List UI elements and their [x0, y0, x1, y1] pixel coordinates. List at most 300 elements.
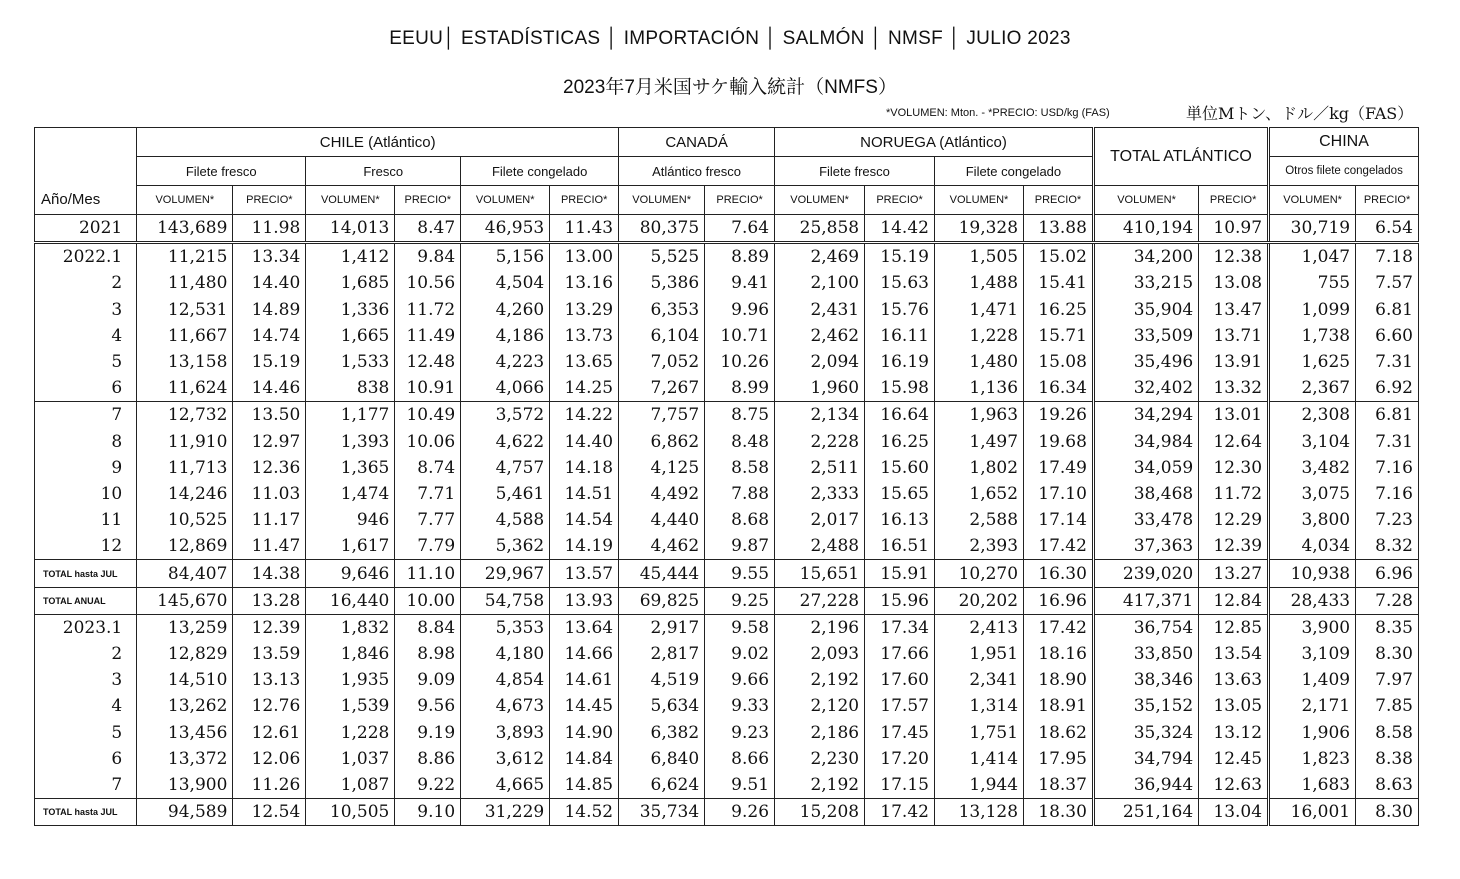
cell-volumen: 34,794 [1093, 746, 1198, 772]
cell-volumen: 2,462 [775, 323, 865, 349]
cell-precio: 10.97 [1199, 215, 1269, 243]
cell-volumen: 12,869 [137, 533, 233, 560]
row-label: 12 [35, 533, 137, 560]
cell-precio: 13.54 [1199, 641, 1269, 667]
cell-precio: 13.34 [233, 243, 306, 271]
cell-volumen: 7,052 [619, 349, 705, 375]
cell-precio: 15.71 [1024, 323, 1094, 349]
cell-volumen: 2,192 [775, 772, 865, 799]
cell-volumen: 4,180 [461, 641, 550, 667]
col-header-volumen: VOLUMEN* [1269, 186, 1356, 215]
cell-volumen: 2,093 [775, 641, 865, 667]
cell-precio: 15.19 [865, 243, 935, 271]
cell-volumen: 14,510 [137, 667, 233, 693]
cell-precio: 13.16 [550, 270, 619, 296]
table-row [35, 429, 1419, 455]
cell-precio: 16.30 [1024, 560, 1094, 587]
cell-volumen: 11,480 [137, 270, 233, 296]
units-note: *VOLUMEN: Mton. - *PRECIO: USD/kg (FAS) [886, 107, 1110, 119]
cell-volumen: 7,267 [619, 375, 705, 402]
cell-volumen: 1,471 [934, 297, 1023, 323]
cell-precio: 18.30 [1024, 799, 1094, 826]
cell-volumen: 2,100 [775, 270, 865, 296]
cell-precio: 8.35 [1356, 614, 1419, 641]
cell-volumen: 1,846 [306, 641, 395, 667]
col-header-precio: PRECIO* [1024, 186, 1094, 215]
cell-precio: 13.57 [550, 560, 619, 587]
cell-precio: 12.61 [233, 720, 306, 746]
cell-precio: 12.63 [1199, 772, 1269, 799]
cell-precio: 8.32 [1356, 533, 1419, 560]
cell-precio: 18.90 [1024, 667, 1094, 693]
table-row [35, 772, 1419, 799]
table-row [35, 375, 1419, 402]
cell-precio: 6.81 [1356, 297, 1419, 323]
col-header-volumen: VOLUMEN* [137, 186, 233, 215]
cell-volumen: 4,757 [461, 455, 550, 481]
cell-volumen: 2,094 [775, 349, 865, 375]
cell-volumen: 34,200 [1093, 243, 1198, 271]
cell-precio: 14.54 [550, 507, 619, 533]
cell-volumen: 1,087 [306, 772, 395, 799]
cell-volumen: 4,665 [461, 772, 550, 799]
cell-volumen: 2,228 [775, 429, 865, 455]
cell-volumen: 1,944 [934, 772, 1023, 799]
cell-volumen: 5,386 [619, 270, 705, 296]
sub-chile-fresh: Fresco [306, 157, 461, 186]
cell-precio: 11.49 [395, 323, 461, 349]
cell-precio: 6.60 [1356, 323, 1419, 349]
cell-precio: 17.42 [1024, 614, 1094, 641]
cell-precio: 14.74 [233, 323, 306, 349]
table-row [35, 323, 1419, 349]
row-label: TOTAL hasta JUL [35, 560, 137, 587]
cell-volumen: 20,202 [934, 587, 1023, 614]
cell-precio: 11.43 [550, 215, 619, 243]
cell-precio: 9.51 [705, 772, 775, 799]
cell-volumen: 13,372 [137, 746, 233, 772]
cell-precio: 8.48 [705, 429, 775, 455]
cell-volumen: 1,228 [306, 720, 395, 746]
cell-precio: 6.54 [1356, 215, 1419, 243]
sub-canada-fresh: Atlántico fresco [619, 157, 775, 186]
cell-volumen: 1,683 [1269, 772, 1356, 799]
cell-precio: 18.62 [1024, 720, 1094, 746]
cell-volumen: 2,341 [934, 667, 1023, 693]
cell-precio: 17.49 [1024, 455, 1094, 481]
cell-volumen: 4,223 [461, 349, 550, 375]
cell-volumen: 4,492 [619, 481, 705, 507]
cell-volumen: 3,104 [1269, 429, 1356, 455]
cell-precio: 13.50 [233, 402, 306, 429]
cell-precio: 17.45 [865, 720, 935, 746]
cell-precio: 10.91 [395, 375, 461, 402]
table-row [35, 799, 1419, 826]
cell-volumen: 38,468 [1093, 481, 1198, 507]
cell-volumen: 1,480 [934, 349, 1023, 375]
cell-precio: 14.85 [550, 772, 619, 799]
cell-precio: 15.08 [1024, 349, 1094, 375]
cell-volumen: 15,651 [775, 560, 865, 587]
cell-precio: 9.58 [705, 614, 775, 641]
cell-precio: 16.11 [865, 323, 935, 349]
row-header: Año/Mes [35, 128, 137, 215]
cell-volumen: 13,259 [137, 614, 233, 641]
cell-precio: 15.41 [1024, 270, 1094, 296]
cell-precio: 16.19 [865, 349, 935, 375]
row-label: 2 [35, 270, 137, 296]
cell-precio: 12.30 [1199, 455, 1269, 481]
cell-volumen: 11,215 [137, 243, 233, 271]
col-header-volumen: VOLUMEN* [461, 186, 550, 215]
cell-volumen: 755 [1269, 270, 1356, 296]
cell-precio: 9.22 [395, 772, 461, 799]
cell-volumen: 1,393 [306, 429, 395, 455]
sub-chile-fillet-fresh: Filete fresco [137, 157, 306, 186]
cell-volumen: 94,589 [137, 799, 233, 826]
cell-precio: 13.32 [1199, 375, 1269, 402]
cell-volumen: 4,519 [619, 667, 705, 693]
table-row [35, 641, 1419, 667]
cell-precio: 10.49 [395, 402, 461, 429]
cell-precio: 8.86 [395, 746, 461, 772]
cell-precio: 9.41 [705, 270, 775, 296]
cell-volumen: 84,407 [137, 560, 233, 587]
cell-volumen: 4,186 [461, 323, 550, 349]
col-header-precio: PRECIO* [1199, 186, 1269, 215]
salmon-import-table [34, 127, 1419, 826]
cell-volumen: 1,037 [306, 746, 395, 772]
cell-volumen: 37,363 [1093, 533, 1198, 560]
cell-precio: 6.96 [1356, 560, 1419, 587]
page-subtitle: 2023年7月米国サケ輸入統計（NMFS） [563, 77, 897, 98]
col-header-precio: PRECIO* [865, 186, 935, 215]
cell-precio: 17.60 [865, 667, 935, 693]
group-chile: CHILE (Atlántico) [137, 128, 619, 157]
cell-precio: 15.60 [865, 455, 935, 481]
cell-precio: 17.20 [865, 746, 935, 772]
cell-precio: 17.66 [865, 641, 935, 667]
cell-volumen: 12,531 [137, 297, 233, 323]
cell-precio: 9.55 [705, 560, 775, 587]
cell-precio: 12.54 [233, 799, 306, 826]
cell-precio: 7.16 [1356, 481, 1419, 507]
cell-volumen: 4,462 [619, 533, 705, 560]
cell-volumen: 6,104 [619, 323, 705, 349]
cell-precio: 7.28 [1356, 587, 1419, 614]
row-label: 2 [35, 641, 137, 667]
col-header-precio: PRECIO* [705, 186, 775, 215]
cell-precio: 9.96 [705, 297, 775, 323]
cell-volumen: 4,260 [461, 297, 550, 323]
cell-volumen: 13,456 [137, 720, 233, 746]
cell-precio: 6.92 [1356, 375, 1419, 402]
row-label: TOTAL ANUAL [35, 587, 137, 614]
cell-precio: 18.91 [1024, 693, 1094, 719]
cell-volumen: 2,511 [775, 455, 865, 481]
cell-precio: 12.45 [1199, 746, 1269, 772]
cell-volumen: 13,262 [137, 693, 233, 719]
sub-norway-fillet-frozen: Filete congelado [934, 157, 1093, 186]
cell-volumen: 4,854 [461, 667, 550, 693]
cell-precio: 7.64 [705, 215, 775, 243]
cell-precio: 16.51 [865, 533, 935, 560]
table-row [35, 481, 1419, 507]
cell-volumen: 6,840 [619, 746, 705, 772]
col-header-volumen: VOLUMEN* [619, 186, 705, 215]
cell-volumen: 36,754 [1093, 614, 1198, 641]
cell-volumen: 33,215 [1093, 270, 1198, 296]
cell-volumen: 4,125 [619, 455, 705, 481]
cell-precio: 15.96 [865, 587, 935, 614]
cell-volumen: 1,414 [934, 746, 1023, 772]
cell-volumen: 946 [306, 507, 395, 533]
cell-volumen: 3,075 [1269, 481, 1356, 507]
cell-volumen: 2,917 [619, 614, 705, 641]
cell-volumen: 2,017 [775, 507, 865, 533]
cell-volumen: 27,228 [775, 587, 865, 614]
cell-volumen: 6,382 [619, 720, 705, 746]
cell-volumen: 6,862 [619, 429, 705, 455]
cell-volumen: 5,461 [461, 481, 550, 507]
cell-volumen: 1,047 [1269, 243, 1356, 271]
cell-volumen: 1,099 [1269, 297, 1356, 323]
cell-precio: 12.76 [233, 693, 306, 719]
cell-precio: 14.19 [550, 533, 619, 560]
table-row [35, 746, 1419, 772]
cell-volumen: 4,440 [619, 507, 705, 533]
cell-precio: 11.98 [233, 215, 306, 243]
cell-precio: 14.38 [233, 560, 306, 587]
cell-volumen: 1,539 [306, 693, 395, 719]
row-label: 11 [35, 507, 137, 533]
cell-precio: 9.02 [705, 641, 775, 667]
cell-volumen: 15,208 [775, 799, 865, 826]
cell-volumen: 19,328 [934, 215, 1023, 243]
units-japanese: 単位Mトン、ドル／kg（FAS） [1186, 104, 1414, 123]
cell-precio: 13.91 [1199, 349, 1269, 375]
cell-precio: 9.09 [395, 667, 461, 693]
cell-precio: 13.88 [1024, 215, 1094, 243]
table-row [35, 270, 1419, 296]
cell-precio: 13.08 [1199, 270, 1269, 296]
cell-precio: 13.01 [1199, 402, 1269, 429]
cell-precio: 14.51 [550, 481, 619, 507]
cell-volumen: 2,308 [1269, 402, 1356, 429]
sub-chile-fillet-frozen: Filete congelado [461, 157, 619, 186]
cell-volumen: 36,944 [1093, 772, 1198, 799]
cell-volumen: 2,367 [1269, 375, 1356, 402]
cell-precio: 14.25 [550, 375, 619, 402]
cell-volumen: 35,152 [1093, 693, 1198, 719]
cell-volumen: 251,164 [1093, 799, 1198, 826]
cell-precio: 7.23 [1356, 507, 1419, 533]
cell-precio: 12.36 [233, 455, 306, 481]
cell-precio: 14.90 [550, 720, 619, 746]
cell-volumen: 4,034 [1269, 533, 1356, 560]
cell-volumen: 4,066 [461, 375, 550, 402]
cell-precio: 14.40 [550, 429, 619, 455]
cell-precio: 17.14 [1024, 507, 1094, 533]
row-label: 4 [35, 323, 137, 349]
cell-precio: 7.31 [1356, 349, 1419, 375]
col-header-volumen: VOLUMEN* [306, 186, 395, 215]
cell-volumen: 2,186 [775, 720, 865, 746]
cell-volumen: 13,128 [934, 799, 1023, 826]
table-row [35, 297, 1419, 323]
cell-volumen: 1,823 [1269, 746, 1356, 772]
row-label: 3 [35, 297, 137, 323]
cell-volumen: 1,963 [934, 402, 1023, 429]
cell-volumen: 12,732 [137, 402, 233, 429]
cell-volumen: 35,734 [619, 799, 705, 826]
cell-volumen: 6,353 [619, 297, 705, 323]
cell-volumen: 1,751 [934, 720, 1023, 746]
cell-volumen: 1,685 [306, 270, 395, 296]
cell-precio: 16.34 [1024, 375, 1094, 402]
cell-precio: 12.06 [233, 746, 306, 772]
cell-volumen: 1,935 [306, 667, 395, 693]
row-label: 6 [35, 375, 137, 402]
cell-volumen: 2,333 [775, 481, 865, 507]
cell-precio: 12.64 [1199, 429, 1269, 455]
cell-precio: 12.39 [233, 614, 306, 641]
cell-volumen: 46,953 [461, 215, 550, 243]
cell-volumen: 16,001 [1269, 799, 1356, 826]
cell-volumen: 417,371 [1093, 587, 1198, 614]
cell-volumen: 4,673 [461, 693, 550, 719]
cell-precio: 13.73 [550, 323, 619, 349]
cell-precio: 11.17 [233, 507, 306, 533]
cell-volumen: 143,689 [137, 215, 233, 243]
cell-volumen: 3,109 [1269, 641, 1356, 667]
cell-precio: 13.27 [1199, 560, 1269, 587]
cell-precio: 7.71 [395, 481, 461, 507]
cell-volumen: 34,059 [1093, 455, 1198, 481]
cell-precio: 9.23 [705, 720, 775, 746]
cell-volumen: 2,120 [775, 693, 865, 719]
cell-volumen: 10,505 [306, 799, 395, 826]
cell-volumen: 30,719 [1269, 215, 1356, 243]
cell-volumen: 1,832 [306, 614, 395, 641]
cell-volumen: 28,433 [1269, 587, 1356, 614]
cell-precio: 9.84 [395, 243, 461, 271]
cell-volumen: 25,858 [775, 215, 865, 243]
col-header-volumen: VOLUMEN* [934, 186, 1023, 215]
table-row [35, 693, 1419, 719]
cell-precio: 13.05 [1199, 693, 1269, 719]
table-row [35, 507, 1419, 533]
table-row [35, 533, 1419, 560]
cell-volumen: 13,158 [137, 349, 233, 375]
cell-precio: 15.91 [865, 560, 935, 587]
cell-precio: 14.22 [550, 402, 619, 429]
cell-precio: 8.63 [1356, 772, 1419, 799]
table-row [35, 560, 1419, 587]
cell-volumen: 2,171 [1269, 693, 1356, 719]
cell-volumen: 33,478 [1093, 507, 1198, 533]
cell-volumen: 239,020 [1093, 560, 1198, 587]
cell-precio: 16.25 [1024, 297, 1094, 323]
cell-precio: 11.03 [233, 481, 306, 507]
col-header-volumen: VOLUMEN* [775, 186, 865, 215]
cell-precio: 12.84 [1199, 587, 1269, 614]
cell-volumen: 35,496 [1093, 349, 1198, 375]
cell-volumen: 3,482 [1269, 455, 1356, 481]
sub-norway-fillet-fresh: Filete fresco [775, 157, 935, 186]
cell-volumen: 35,904 [1093, 297, 1198, 323]
cell-precio: 7.97 [1356, 667, 1419, 693]
cell-precio: 13.47 [1199, 297, 1269, 323]
group-noruega: NORUEGA (Atlántico) [775, 128, 1094, 157]
cell-precio: 9.56 [395, 693, 461, 719]
cell-precio: 7.88 [705, 481, 775, 507]
table-row [35, 402, 1419, 429]
cell-precio: 8.38 [1356, 746, 1419, 772]
cell-volumen: 5,362 [461, 533, 550, 560]
cell-precio: 13.12 [1199, 720, 1269, 746]
table-row [35, 243, 1419, 271]
cell-volumen: 2,817 [619, 641, 705, 667]
cell-precio: 8.66 [705, 746, 775, 772]
cell-precio: 8.84 [395, 614, 461, 641]
table-row [35, 587, 1419, 614]
row-label: 3 [35, 667, 137, 693]
cell-precio: 8.58 [705, 455, 775, 481]
cell-precio: 14.61 [550, 667, 619, 693]
cell-volumen: 3,800 [1269, 507, 1356, 533]
cell-volumen: 10,525 [137, 507, 233, 533]
cell-volumen: 4,622 [461, 429, 550, 455]
cell-volumen: 12,829 [137, 641, 233, 667]
cell-precio: 19.26 [1024, 402, 1094, 429]
cell-precio: 10.26 [705, 349, 775, 375]
cell-volumen: 2,588 [934, 507, 1023, 533]
cell-precio: 12.85 [1199, 614, 1269, 641]
cell-volumen: 2,196 [775, 614, 865, 641]
cell-volumen: 3,900 [1269, 614, 1356, 641]
cell-volumen: 10,938 [1269, 560, 1356, 587]
cell-precio: 9.66 [705, 667, 775, 693]
cell-precio: 9.33 [705, 693, 775, 719]
cell-precio: 10.00 [395, 587, 461, 614]
cell-volumen: 1,802 [934, 455, 1023, 481]
cell-precio: 12.38 [1199, 243, 1269, 271]
cell-precio: 11.10 [395, 560, 461, 587]
cell-volumen: 80,375 [619, 215, 705, 243]
cell-precio: 16.96 [1024, 587, 1094, 614]
cell-precio: 13.04 [1199, 799, 1269, 826]
cell-volumen: 2,393 [934, 533, 1023, 560]
cell-volumen: 35,324 [1093, 720, 1198, 746]
cell-volumen: 1,617 [306, 533, 395, 560]
cell-volumen: 1,136 [934, 375, 1023, 402]
cell-precio: 13.13 [233, 667, 306, 693]
cell-precio: 13.71 [1199, 323, 1269, 349]
cell-volumen: 69,825 [619, 587, 705, 614]
cell-volumen: 838 [306, 375, 395, 402]
cell-precio: 14.52 [550, 799, 619, 826]
col-header-precio: PRECIO* [395, 186, 461, 215]
group-china: CHINA [1269, 128, 1419, 157]
cell-precio: 14.66 [550, 641, 619, 667]
cell-precio: 12.48 [395, 349, 461, 375]
cell-precio: 8.30 [1356, 799, 1419, 826]
cell-precio: 8.30 [1356, 641, 1419, 667]
cell-precio: 7.18 [1356, 243, 1419, 271]
table-row [35, 614, 1419, 641]
cell-precio: 8.89 [705, 243, 775, 271]
